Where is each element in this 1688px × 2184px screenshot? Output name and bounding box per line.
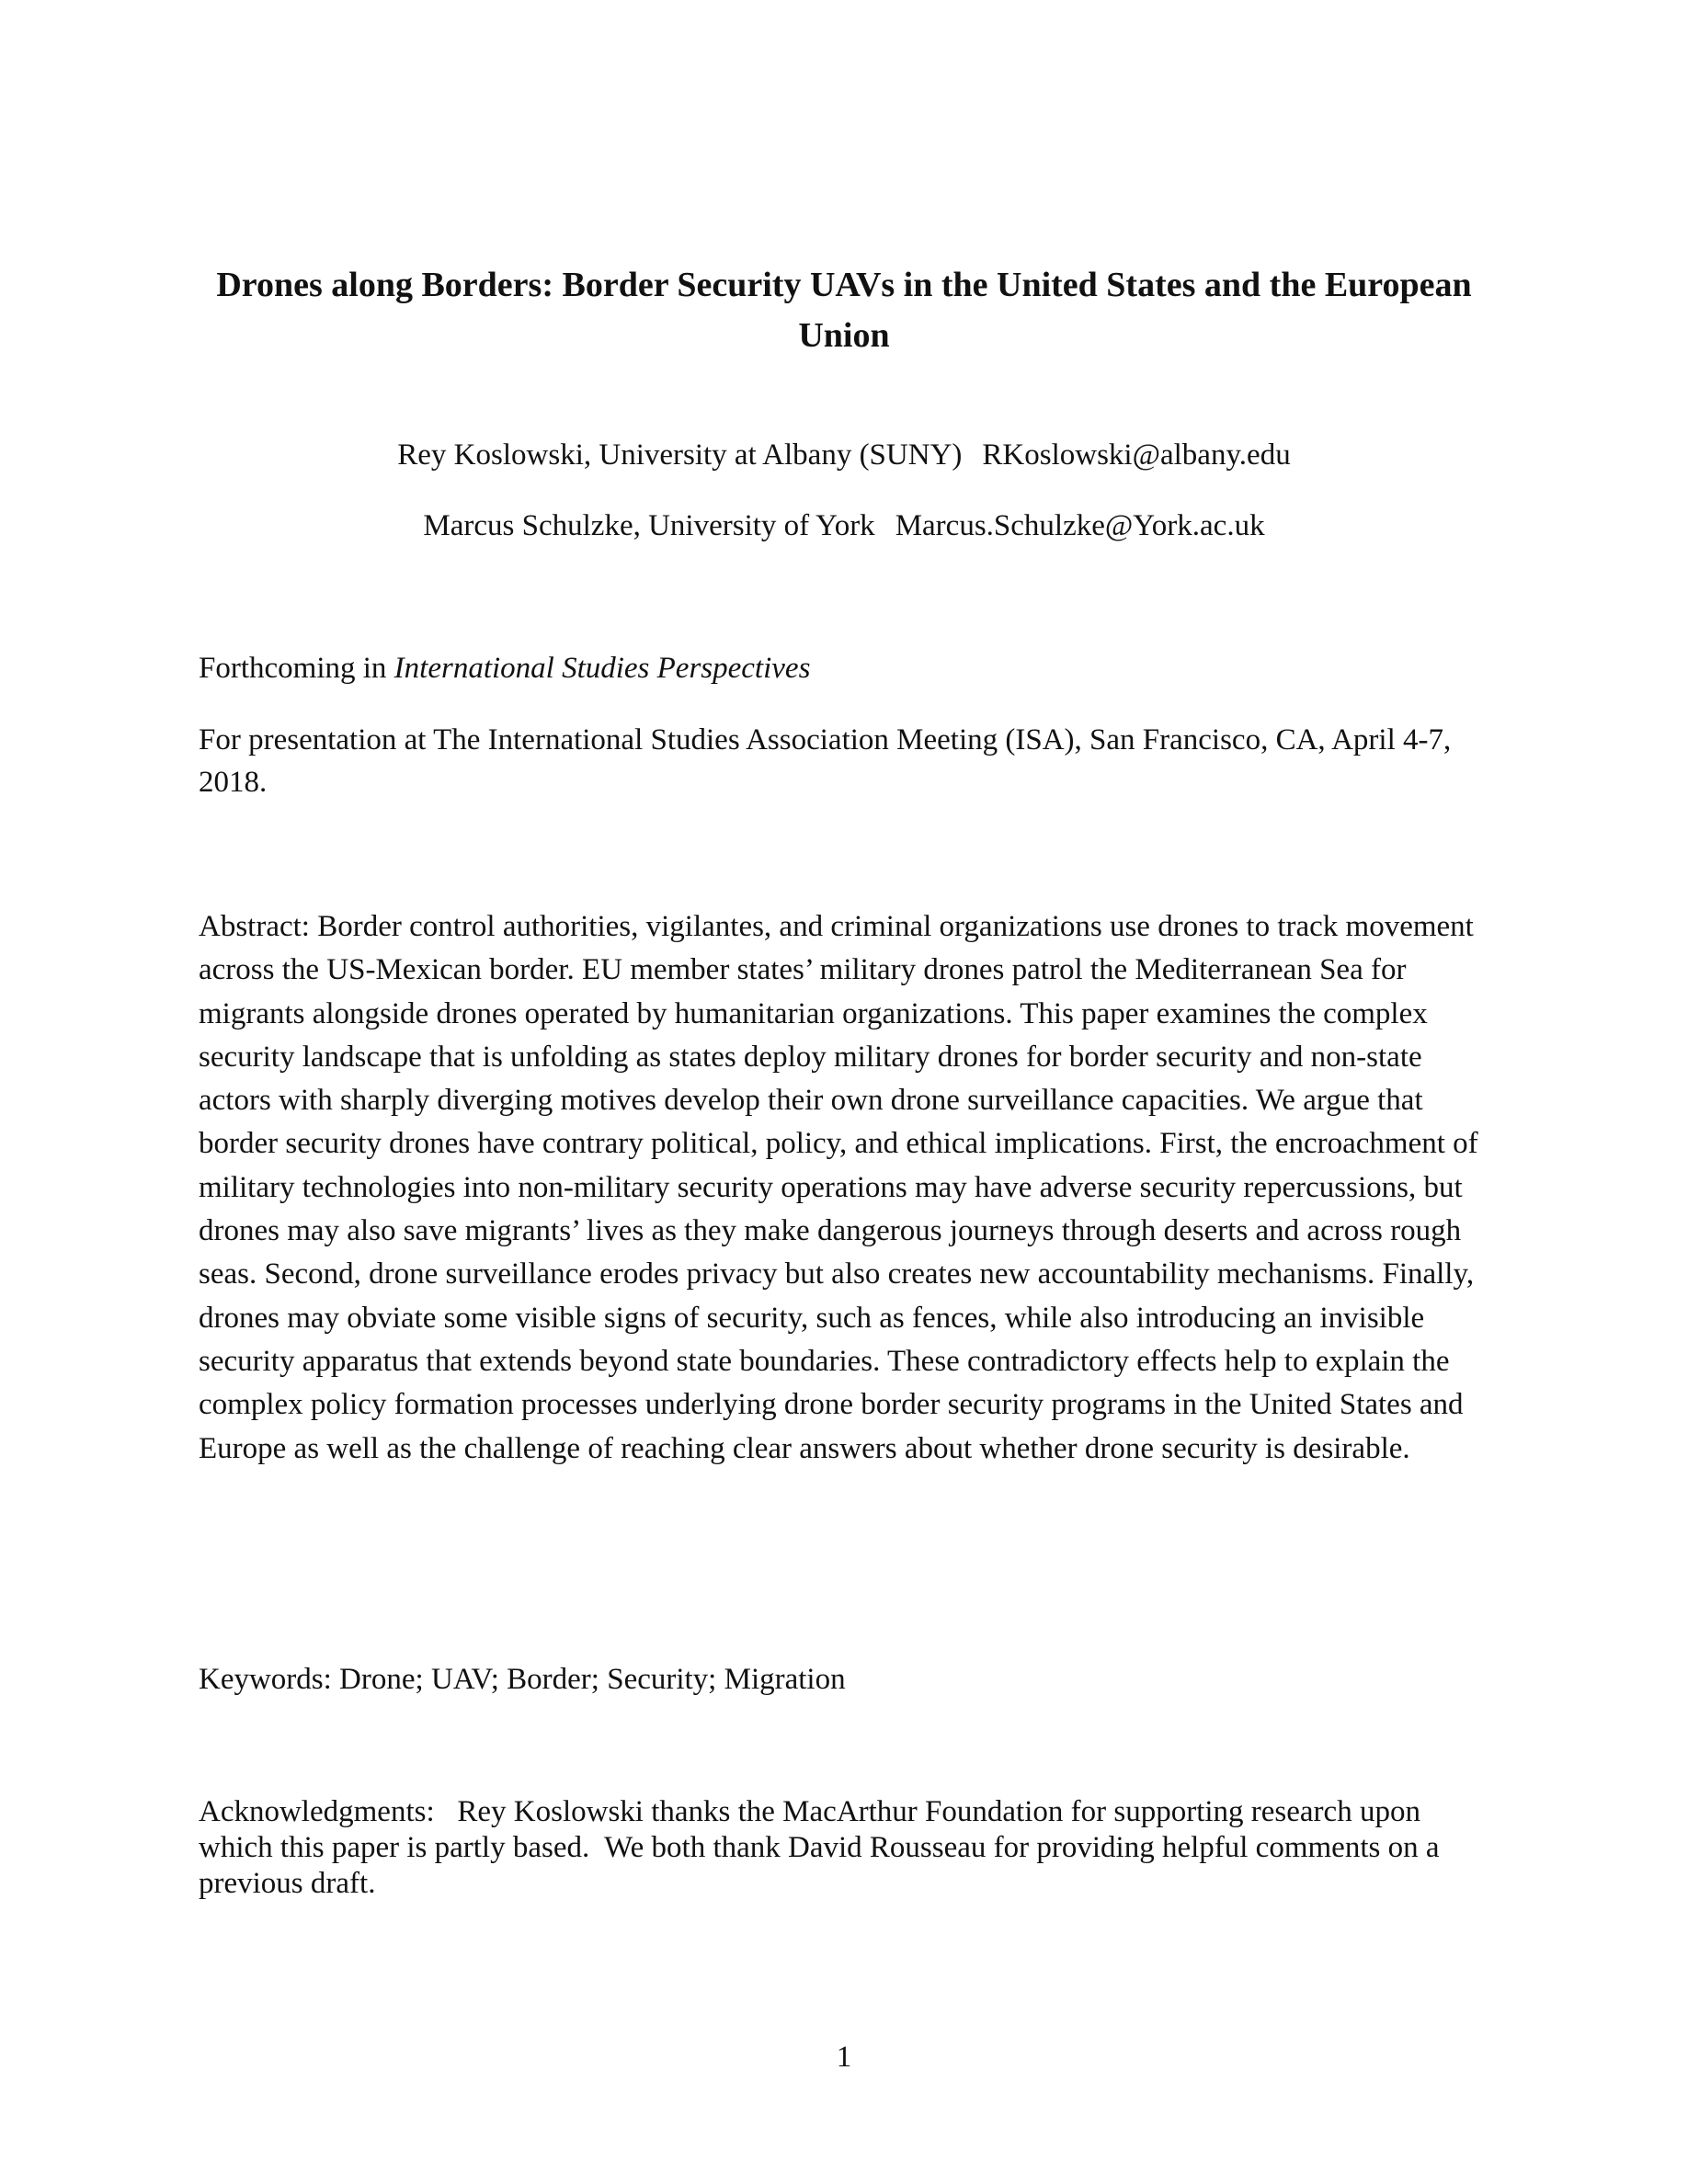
- forthcoming-prefix: Forthcoming in: [199, 652, 394, 685]
- paper-title: Drones along Borders: Border Security UAVs in the United States and the European Union: [216, 266, 1472, 355]
- keywords: Keywords: Drone; UAV; Border; Security; Migration: [199, 1663, 846, 1696]
- author-line-2: [199, 506, 1489, 545]
- author-2-name-affiliation: Marcus Schulzke, University of York: [423, 509, 875, 542]
- author-1-email: RKoslowski@albany.edu: [982, 438, 1291, 472]
- forthcoming-note: [199, 649, 1489, 688]
- author-line-1: [199, 436, 1489, 474]
- presentation-note: For presentation at The International Studies Association Meeting (ISA), San Francisco, CA, April 4-7, 2018.: [199, 723, 1452, 799]
- author-2-email: Marcus.Schulzke@York.ac.uk: [895, 509, 1265, 542]
- abstract: Abstract: Border control authorities, vigilantes, and criminal organizations use drones to track movement across the US-Mexican border. EU member states’ military drones patrol the Mediterranean Sea for migrants alongside drones operated by humanitarian organizations. This paper examines the complex security landscape that is unfolding as states deploy military drones for border security and non-state actors with sharply diverging motives develop their own drone surveillance capacities. We argue that border security drones have contrary political, policy, and ethical implications. First, the encroachment of military technologies into non-military security operations may have adverse security repercussions, but drones may also save migrants’ lives as they make dangerous journeys through deserts and across rough seas. Second, drone surveillance erodes privacy but also creates new accountability mechanisms. Finally, drones may obviate some visible signs of security, such as fences, while also introducing an invisible security apparatus that extends beyond state boundaries. These contradictory effects help to explain the complex policy formation processes underlying drone border security programs in the United States and Europe as well as the challenge of reaching clear answers about whether drone security is desirable.: [199, 910, 1478, 1465]
- author-1-name-affiliation: Rey Koslowski, University at Albany (SUNY): [397, 438, 963, 472]
- acknowledgments: Acknowledgments: Rey Koslowski thanks the MacArthur Foundation for supporting research upon which this paper is partly based. We both thank David Rousseau for providing helpful comments on a previous draft.: [199, 1795, 1447, 1900]
- page-number: 1: [836, 2041, 852, 2074]
- journal-name: International Studies Perspectives: [393, 652, 811, 685]
